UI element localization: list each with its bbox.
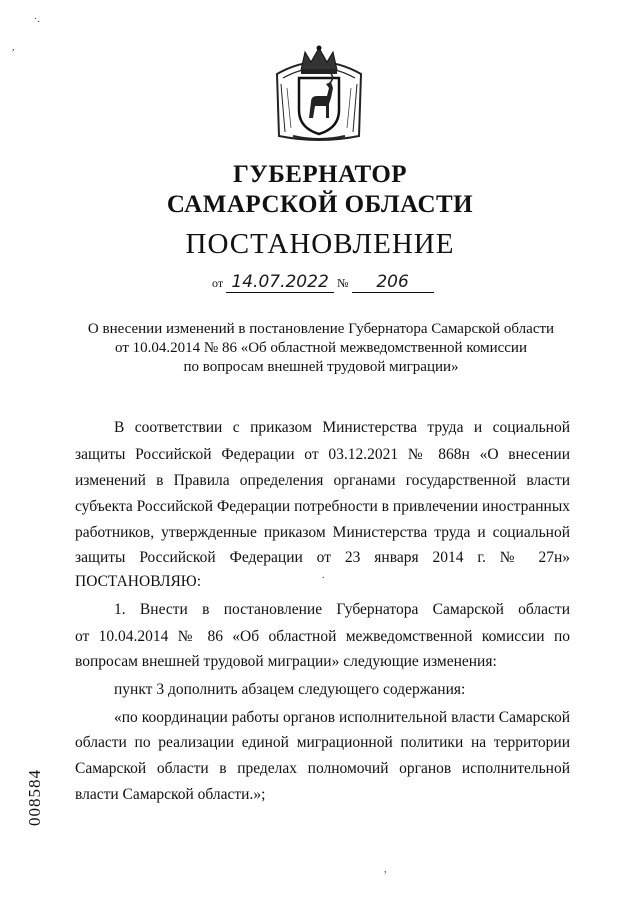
body-line: работников, утвержденные приказом Министерства труда и социальной <box>75 524 570 541</box>
date-label: от <box>212 276 224 290</box>
body-line: субъекта Российской Федерации потребности в привлечении иностранных <box>75 498 570 515</box>
document-date: 14.07.2022 <box>226 272 334 293</box>
document-number: 206 <box>352 272 434 293</box>
scan-speck: . <box>322 570 325 581</box>
date-number-line <box>212 272 434 293</box>
body-line: В соответствии с приказом Министерства труда и социальной <box>114 419 570 436</box>
body-line: защиты Российской Федерации от 03.12.2021 № 868н «О внесении <box>75 446 570 463</box>
scan-speck: ·. <box>34 14 40 25</box>
body-line: вопросам внешней трудовой миграции» следующие изменения: <box>75 653 497 670</box>
body-line: 1. Внести в постановление Губернатора Самарской области <box>114 601 570 618</box>
issuer-title: ГУБЕРНАТОР <box>232 161 408 188</box>
body-line: области по реализации единой миграционной политики на территории <box>75 734 570 751</box>
issuer-region: САМАРСКОЙ ОБЛАСТИ <box>166 191 474 218</box>
registration-number: 008584 <box>25 769 44 826</box>
body-line: пункт 3 дополнить абзацем следующего содержания: <box>114 681 466 698</box>
scan-speck: , <box>12 42 15 53</box>
body-line: от 10.04.2014 № 86 «Об областной межведомственной комиссии по <box>75 628 570 645</box>
coat-of-arms-icon <box>271 44 367 144</box>
body-line: власти Самарской области.»; <box>75 786 266 803</box>
subject-line: по вопросам внешней трудовой миграции» <box>183 359 459 375</box>
subject-line: О внесении изменений в постановление Губернатора Самарской области <box>87 321 555 337</box>
document-subject <box>76 320 566 377</box>
document-type: ПОСТАНОВЛЕНИЕ <box>185 228 455 260</box>
body-line: Самарской области в пределах полномочий органов исполнительной <box>75 760 570 777</box>
body-line: защиты Российской Федерации от 23 января 2014 г. № 27н» <box>75 549 570 566</box>
subject-line: от 10.04.2014 № 86 «Об областной межведомственной комиссии <box>115 340 527 356</box>
body-line: ПОСТАНОВЛЯЮ: <box>75 573 202 590</box>
number-label: № <box>337 276 349 290</box>
body-line: «по координации работы органов исполнительной власти Самарской <box>114 709 570 726</box>
scan-speck: , <box>384 864 387 875</box>
body-line: изменений в Правила определения органами государственной власти <box>75 472 570 489</box>
